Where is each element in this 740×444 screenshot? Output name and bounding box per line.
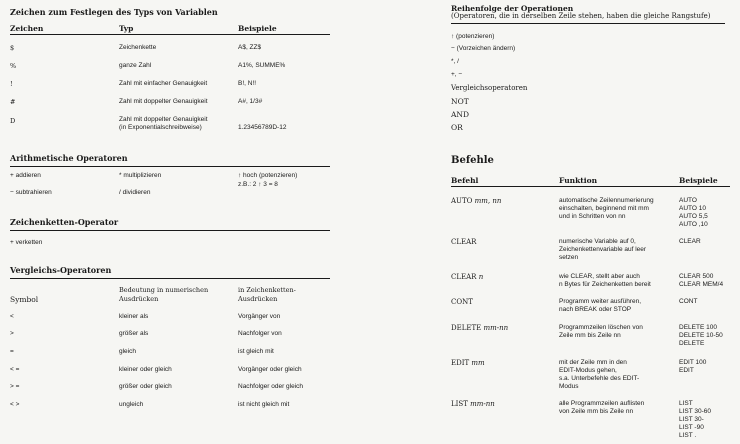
types-header-beispiele: Beispiele	[238, 24, 277, 33]
types-row-3-type: Zahl mit doppelter Genauigkeit	[119, 98, 208, 105]
compare-row-3-str: Vorgänger oder gleich	[238, 366, 302, 373]
cmd-5-func-1: EDIT-Modus gehen,	[559, 367, 617, 374]
order-item-5: NOT	[451, 97, 469, 106]
types-row-1-char: %	[10, 62, 17, 70]
cmd-3-func-0: Programm weiter ausführen,	[559, 298, 642, 305]
cmd-4-ex-2: DELETE	[679, 340, 705, 347]
compare-row-5-str: ist nicht gleich mit	[238, 401, 290, 408]
cmd-5-ex-0: EDIT 100	[679, 359, 707, 366]
types-row-2-example: B!, N!!	[238, 80, 257, 87]
order-item-1: − (Vorzeichen ändern)	[451, 45, 516, 52]
compare-row-4-num: größer oder gleich	[119, 383, 172, 390]
arith-pow-example: z.B.: 2 ↑ 3 = 8	[238, 181, 278, 188]
types-row-0-example: A$, ZZ$	[238, 44, 262, 51]
arith-title: Arithmetische Operatoren	[10, 153, 128, 163]
cmd-6-func-1: von Zeile mm bis Zeile nn	[559, 408, 634, 415]
types-row-3-example: A#, 1/3#	[238, 98, 263, 105]
compare-row-0-symbol: <	[10, 313, 14, 320]
cmd-2-func-1: n Bytes für Zeichenketten bereit	[559, 281, 651, 288]
types-row-1-type: ganze Zahl	[119, 62, 152, 69]
cmd-1-ex-0: CLEAR	[679, 238, 701, 245]
compare-row-1-num: größer als	[119, 330, 149, 337]
cmd-6-func-0: alle Programmzeilen auflisten	[559, 400, 645, 407]
cmd-6-ex-0: LIST	[679, 400, 693, 407]
order-subtitle: (Operatoren, die in derselben Zeile stehen, haben die gleiche Rangstufe)	[451, 12, 711, 20]
types-row-4-type-note: (in Exponentialschreibweise)	[119, 124, 202, 131]
compare-row-3-num: kleiner oder gleich	[119, 366, 172, 373]
string-op-title: Zeichenketten-Operator	[10, 217, 119, 227]
compare-row-2-str: ist gleich mit	[238, 348, 274, 355]
types-header-rule	[10, 34, 330, 35]
order-item-2: *, /	[451, 58, 459, 65]
types-row-1-example: A1%, SUMME%	[238, 62, 286, 69]
cmd-2-name: CLEAR n	[451, 273, 484, 281]
cmd-0-ex-0: AUTO	[679, 197, 697, 204]
cmd-1-name: CLEAR	[451, 238, 477, 246]
cmd-2-ex-1: CLEAR MEM/4	[679, 281, 724, 288]
cmd-3-name: CONT	[451, 298, 473, 306]
commands-header-rule	[451, 186, 730, 187]
compare-rule	[10, 278, 330, 279]
compare-row-5-num: ungleich	[119, 401, 144, 408]
arith-add: + addieren	[10, 172, 41, 179]
string-op-concat: + verketten	[10, 239, 43, 246]
cmd-2-func-0: wie CLEAR, stellt aber auch	[559, 273, 640, 280]
order-item-7: OR	[451, 123, 463, 132]
compare-row-0-str: Vorgänger von	[238, 313, 281, 320]
cmd-0-ex-2: AUTO 5,5	[679, 213, 708, 220]
compare-header-str-1: in Zeichenketten-	[238, 286, 296, 294]
compare-row-0-num: kleiner als	[119, 313, 149, 320]
cmd-3-ex-0: CONT	[679, 298, 698, 305]
types-row-0-type: Zeichenkette	[119, 44, 157, 51]
cmd-2-ex-0: CLEAR 500	[679, 273, 714, 280]
cmd-5-ex-1: EDIT	[679, 367, 694, 374]
cmd-0-func-0: automatische Zeilennumerierung	[559, 197, 654, 204]
compare-row-1-str: Nachfolger von	[238, 330, 282, 337]
types-title: Zeichen zum Festlegen des Typs von Variablen	[10, 7, 218, 17]
cmd-4-func-0: Programmzeilen löschen von	[559, 324, 643, 331]
cmd-0-func-2: und in Schritten von nn	[559, 213, 626, 220]
cmd-3-func-1: nach BREAK oder STOP	[559, 306, 632, 313]
compare-row-2-symbol: =	[10, 348, 14, 355]
arith-rule	[10, 166, 330, 167]
cmd-5-func-0: mit der Zeile mm in den	[559, 359, 627, 366]
compare-row-4-str: Nachfolger oder gleich	[238, 383, 304, 390]
types-row-2-type: Zahl mit einfacher Genauigkeit	[119, 80, 208, 87]
cmd-4-func-1: Zeile mm bis Zeile nn	[559, 332, 621, 339]
order-item-0: ↑ (potenzieren)	[451, 33, 495, 40]
order-item-3: +, −	[451, 71, 463, 78]
cmd-0-ex-1: AUTO 10	[679, 205, 706, 212]
order-item-4: Vergleichsoperatoren	[451, 84, 528, 92]
arith-sub: − subtrahieren	[10, 189, 52, 196]
compare-header-num-1: Bedeutung in numerischen	[119, 286, 209, 294]
commands-header-funktion: Funktion	[559, 176, 598, 185]
arith-pow: ↑ hoch (potenzieren)	[238, 172, 298, 179]
compare-row-4-symbol: > =	[10, 383, 20, 390]
compare-header-num-2: Ausdrücken	[119, 295, 159, 303]
order-title: Reihenfolge der Operationen	[451, 4, 574, 13]
cmd-1-func-1: Zeichenkettenvariable auf leer	[559, 246, 647, 253]
cmd-0-ex-3: AUTO ,10	[679, 221, 708, 228]
cmd-6-ex-2: LIST 30-	[679, 416, 704, 423]
cmd-6-ex-1: LIST 30-60	[679, 408, 712, 415]
compare-header-symbol: Symbol	[10, 295, 39, 304]
types-header-typ: Typ	[119, 24, 134, 33]
compare-row-3-symbol: < =	[10, 366, 20, 373]
order-rule	[451, 23, 725, 24]
cmd-5-func-3: Modus	[559, 383, 579, 390]
cmd-0-name: AUTO mm, nn	[451, 197, 502, 205]
compare-row-1-symbol: >	[10, 330, 14, 337]
types-row-0-char: $	[10, 44, 15, 52]
cmd-4-ex-0: DELETE 100	[679, 324, 717, 331]
cmd-6-name: LIST mm-nn	[451, 400, 495, 408]
arith-mul: * multiplizieren	[119, 172, 162, 179]
order-item-6: AND	[451, 110, 469, 119]
commands-header-befehl: Befehl	[451, 176, 479, 185]
cmd-4-name: DELETE mm-nn	[451, 324, 509, 332]
types-row-2-char: !	[10, 80, 13, 88]
types-row-4-example: 1.23456789D-12	[238, 124, 287, 131]
types-row-3-char: #	[10, 98, 16, 106]
arith-div: / dividieren	[119, 189, 151, 196]
compare-header-str-2: Ausdrücken	[238, 295, 278, 303]
types-row-4-type: Zahl mit doppelter Genauigkeit	[119, 116, 208, 123]
types-row-4-char: D	[10, 117, 16, 125]
cmd-0-func-1: einschalten, beginnend mit mm	[559, 205, 649, 212]
cmd-6-ex-3: LIST -90	[679, 424, 704, 431]
cmd-1-func-2: setzen	[559, 254, 579, 261]
compare-row-5-symbol: < >	[10, 401, 20, 408]
cmd-6-ex-4: LIST .	[679, 432, 697, 439]
cmd-4-ex-1: DELETE 10-50	[679, 332, 723, 339]
cmd-5-func-2: s.a. Unterbefehle des EDIT-	[559, 375, 640, 382]
commands-header-beispiele: Beispiele	[679, 176, 718, 185]
compare-row-2-num: gleich	[119, 348, 136, 355]
commands-title: Befehle	[451, 155, 494, 166]
string-op-rule	[10, 230, 330, 231]
types-header-zeichen: Zeichen	[10, 24, 44, 33]
compare-title: Vergleichs-Operatoren	[10, 265, 112, 275]
cmd-1-func-0: numerische Variable auf 0,	[559, 238, 636, 245]
cmd-5-name: EDIT mm	[451, 359, 485, 367]
